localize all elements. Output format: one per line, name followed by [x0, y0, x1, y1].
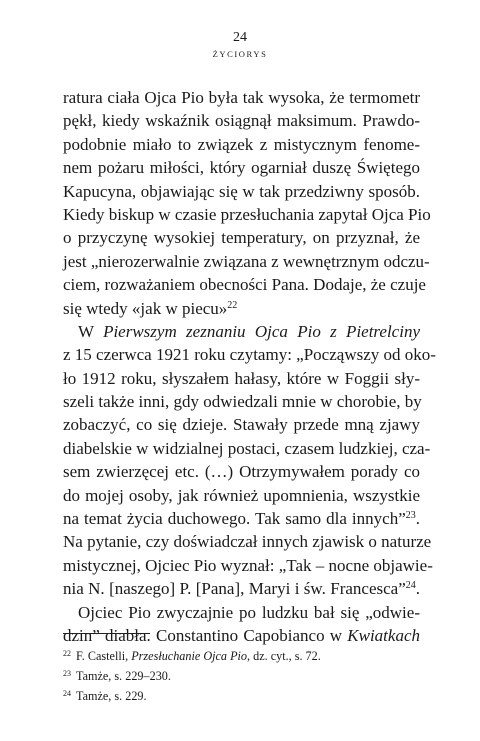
text-span: ło 1912 roku, słyszałem hałasy, które w Foggii sły- [63, 368, 420, 388]
footnote-title: Przesłuchanie Ojca Pio [131, 649, 247, 663]
text-span: nia N. [naszego] P. [Pana], Maryi i św. Francesca” [63, 579, 406, 599]
text-span: dzin” diabła. Constantino Capobianco w [63, 625, 348, 645]
footnote [63, 665, 420, 685]
text-line [63, 507, 420, 530]
text-span: z 15 czerwca 1921 roku czytamy: „Począwszy od oko- [63, 345, 436, 365]
footnote-text: Tamże, s. 229–230. [76, 669, 171, 683]
italic-title: Pierwszym zeznaniu Ojca Pio z Pietrelciny [103, 321, 420, 341]
italic-title: Kwiatkach [347, 625, 420, 645]
running-head: ŻYCIORYS [212, 49, 268, 59]
text-line [63, 320, 420, 343]
text-span: zobaczyć, co się dzieje. Stawały przede mną zjawy [63, 415, 420, 435]
text-span: podobnie miało to związek z mistycznym fenome- [63, 134, 420, 154]
text-line [63, 413, 420, 436]
body-text [63, 86, 436, 647]
text-line [63, 109, 420, 132]
text-span: o przyczynę wysokiej temperatury, on przyznał, że [63, 228, 420, 248]
text-line [63, 133, 420, 156]
text-span: ciem, rozważaniem obecności Pana. Dodaje, że czuje [63, 275, 426, 295]
text-line [63, 203, 431, 226]
text-span: się wtedy «jak w piecu» [63, 298, 228, 318]
text-line [63, 601, 420, 624]
text-line [63, 180, 420, 203]
text-line [63, 460, 420, 483]
footnote-text: , dz. cyt., s. 72. [247, 649, 321, 663]
footnote-number: 23 [63, 669, 71, 678]
text-line [63, 297, 420, 320]
text-line [63, 437, 431, 460]
text-span: do mojej osoby, jak również upomnienia, wszystkie [63, 485, 420, 505]
text-line [63, 390, 420, 413]
footnote-rule [63, 633, 150, 634]
text-span: Kapucyna, objawiając się w tak przedziwny sposób. [63, 181, 420, 201]
text-line [63, 156, 420, 179]
footnote-number: 24 [63, 689, 71, 698]
text-span: Kiedy biskup w czasie przesłuchania zapytał Ojca Pio [63, 204, 431, 224]
footnote-number: 22 [63, 649, 71, 658]
footnote [63, 645, 420, 665]
text-span: diabelskie w widzialnej postaci, czasem ludzkiej, cza- [63, 438, 431, 458]
text-span: na temat życia duchowego. Tak samo dla innych” [63, 509, 406, 529]
text-line [63, 530, 432, 553]
text-span: Na pytanie, czy doświadczał innych zjawisk o naturze [63, 532, 432, 552]
text-span: nem pożaru miłości, który ogarniał duszę Świętego [63, 158, 420, 178]
text-line [63, 86, 420, 109]
footnote-reference: 24 [405, 580, 416, 592]
footnote-text: F. Castelli, [76, 649, 132, 663]
text-line [63, 367, 420, 390]
text-line [63, 226, 420, 249]
text-span: Ojciec Pio zwyczajnie po ludzku bał się „odwie- [78, 602, 420, 622]
text-span: jest „nierozerwalnie związana z wewnętrznym odczu- [63, 251, 430, 271]
text-span: szeli także inni, gdy odwiedzali mnie w chorobie, by [63, 392, 422, 412]
text-span: mistycznej, Ojciec Pio wyznał: „Tak – nocne objawie- [63, 555, 433, 575]
text-span: . [415, 509, 420, 529]
text-line [63, 554, 433, 577]
text-line [63, 484, 420, 507]
text-line [63, 577, 420, 600]
footnote-reference: 22 [227, 299, 238, 311]
text-line [63, 343, 436, 366]
text-span: pękł, kiedy wskaźnik osiągnął maksimum. Prawdo- [63, 111, 420, 131]
text-span: W [78, 321, 104, 341]
footnotes [63, 645, 420, 705]
text-line [63, 273, 426, 296]
page-number: 24 [233, 30, 247, 45]
text-span: . [415, 579, 420, 599]
text-span: sem zwierzęcej etc. (…) Otrzymywałem porady co [63, 462, 420, 482]
text-line [63, 250, 430, 273]
text-span: ratura ciała Ojca Pio była tak wysoka, że termometr [63, 88, 420, 107]
footnote [63, 685, 420, 705]
text-line [63, 624, 420, 647]
footnote-text: Tamże, s. 229. [76, 689, 147, 703]
footnote-reference: 23 [405, 510, 416, 522]
